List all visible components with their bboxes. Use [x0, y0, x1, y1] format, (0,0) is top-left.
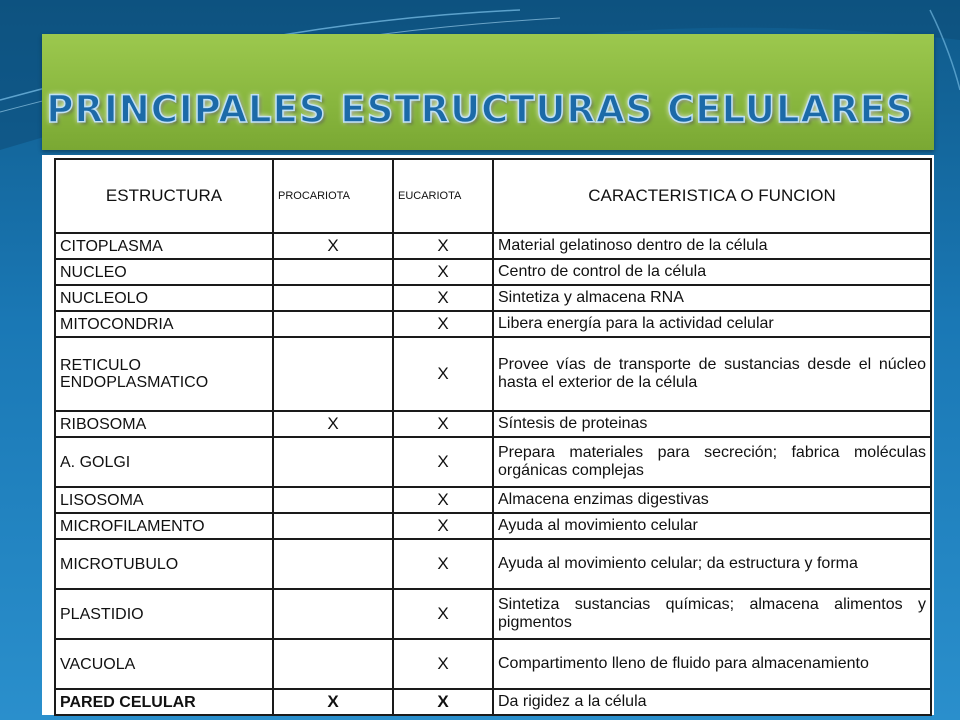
- cell-eucariota: X: [393, 411, 493, 437]
- cell-eucariota: X: [393, 233, 493, 259]
- cell-procariota: [273, 589, 393, 639]
- cell-funcion: Da rigidez a la célula: [493, 689, 931, 715]
- cell-estructura: PARED CELULAR: [55, 689, 273, 715]
- cell-procariota: X: [273, 233, 393, 259]
- table-row: [55, 539, 931, 589]
- cell-funcion: Prepara materiales para secreción; fabrica moléculas orgánicas complejas: [493, 437, 931, 487]
- cell-procariota: [273, 285, 393, 311]
- table-row: [55, 437, 931, 487]
- cell-funcion: Ayuda al movimiento celular; da estructura y forma: [493, 539, 931, 589]
- cell-procariota: [273, 539, 393, 589]
- cell-eucariota: X: [393, 639, 493, 689]
- table-row: [55, 513, 931, 539]
- cell-eucariota: X: [393, 259, 493, 285]
- cell-eucariota: X: [393, 337, 493, 411]
- cell-funcion: Libera energía para la actividad celular: [493, 311, 931, 337]
- cell-eucariota: X: [393, 487, 493, 513]
- cell-procariota: X: [273, 411, 393, 437]
- cell-funcion: Almacena enzimas digestivas: [493, 487, 931, 513]
- table-row: [55, 337, 931, 411]
- header-estructura: ESTRUCTURA: [55, 159, 273, 233]
- cell-estructura: CITOPLASMA: [55, 233, 273, 259]
- cell-eucariota: X: [393, 589, 493, 639]
- cell-procariota: X: [273, 689, 393, 715]
- cell-procariota: [273, 259, 393, 285]
- cell-procariota: [273, 513, 393, 539]
- cell-eucariota: X: [393, 689, 493, 715]
- cell-eucariota: X: [393, 311, 493, 337]
- table-row: [55, 311, 931, 337]
- cell-eucariota: X: [393, 539, 493, 589]
- table-row: [55, 589, 931, 639]
- cell-procariota: [273, 311, 393, 337]
- cell-eucariota: X: [393, 513, 493, 539]
- cell-estructura: MICROTUBULO: [55, 539, 273, 589]
- cell-procariota: [273, 337, 393, 411]
- cell-estructura: RETICULO ENDOPLASMATICO: [55, 337, 273, 411]
- table-row: [55, 285, 931, 311]
- header-caracteristica: CARACTERISTICA O FUNCION: [493, 159, 931, 233]
- cell-estructura: LISOSOMA: [55, 487, 273, 513]
- cell-eucariota: X: [393, 437, 493, 487]
- cell-estructura: VACUOLA: [55, 639, 273, 689]
- cell-estructura: MITOCONDRIA: [55, 311, 273, 337]
- cell-funcion: Sintetiza y almacena RNA: [493, 285, 931, 311]
- cell-funcion: Compartimento lleno de fluido para almacenamiento: [493, 639, 931, 689]
- table-row: [55, 411, 931, 437]
- cell-funcion: Provee vías de transporte de sustancias desde el núcleo hasta el exterior de la célula: [493, 337, 931, 411]
- cell-eucariota: X: [393, 285, 493, 311]
- table-row: [55, 639, 931, 689]
- header-eucariota: EUCARIOTA: [393, 159, 493, 233]
- cell-estructura: NUCLEO: [55, 259, 273, 285]
- cell-estructura: RIBOSOMA: [55, 411, 273, 437]
- cell-estructura: A. GOLGI: [55, 437, 273, 487]
- cell-funcion: Centro de control de la célula: [493, 259, 931, 285]
- cell-estructura: MICROFILAMENTO: [55, 513, 273, 539]
- table-header-row: [55, 159, 931, 233]
- header-procariota: PROCARIOTA: [273, 159, 393, 233]
- cell-procariota: [273, 487, 393, 513]
- table-row: [55, 689, 931, 715]
- cell-funcion: Síntesis de proteinas: [493, 411, 931, 437]
- cell-estructura: NUCLEOLO: [55, 285, 273, 311]
- cell-funcion: Ayuda al movimiento celular: [493, 513, 931, 539]
- cell-funcion: Material gelatinoso dentro de la célula: [493, 233, 931, 259]
- cell-procariota: [273, 437, 393, 487]
- cell-funcion: Sintetiza sustancias químicas; almacena alimentos y pigmentos: [493, 589, 931, 639]
- table-row: [55, 233, 931, 259]
- page-title: PRINCIPALES ESTRUCTURAS CELULARES: [46, 88, 914, 131]
- cell-estructura: PLASTIDIO: [55, 589, 273, 639]
- table-row: [55, 259, 931, 285]
- table-row: [55, 487, 931, 513]
- structures-table: [54, 158, 932, 716]
- table-sheet: [42, 155, 934, 715]
- cell-procariota: [273, 639, 393, 689]
